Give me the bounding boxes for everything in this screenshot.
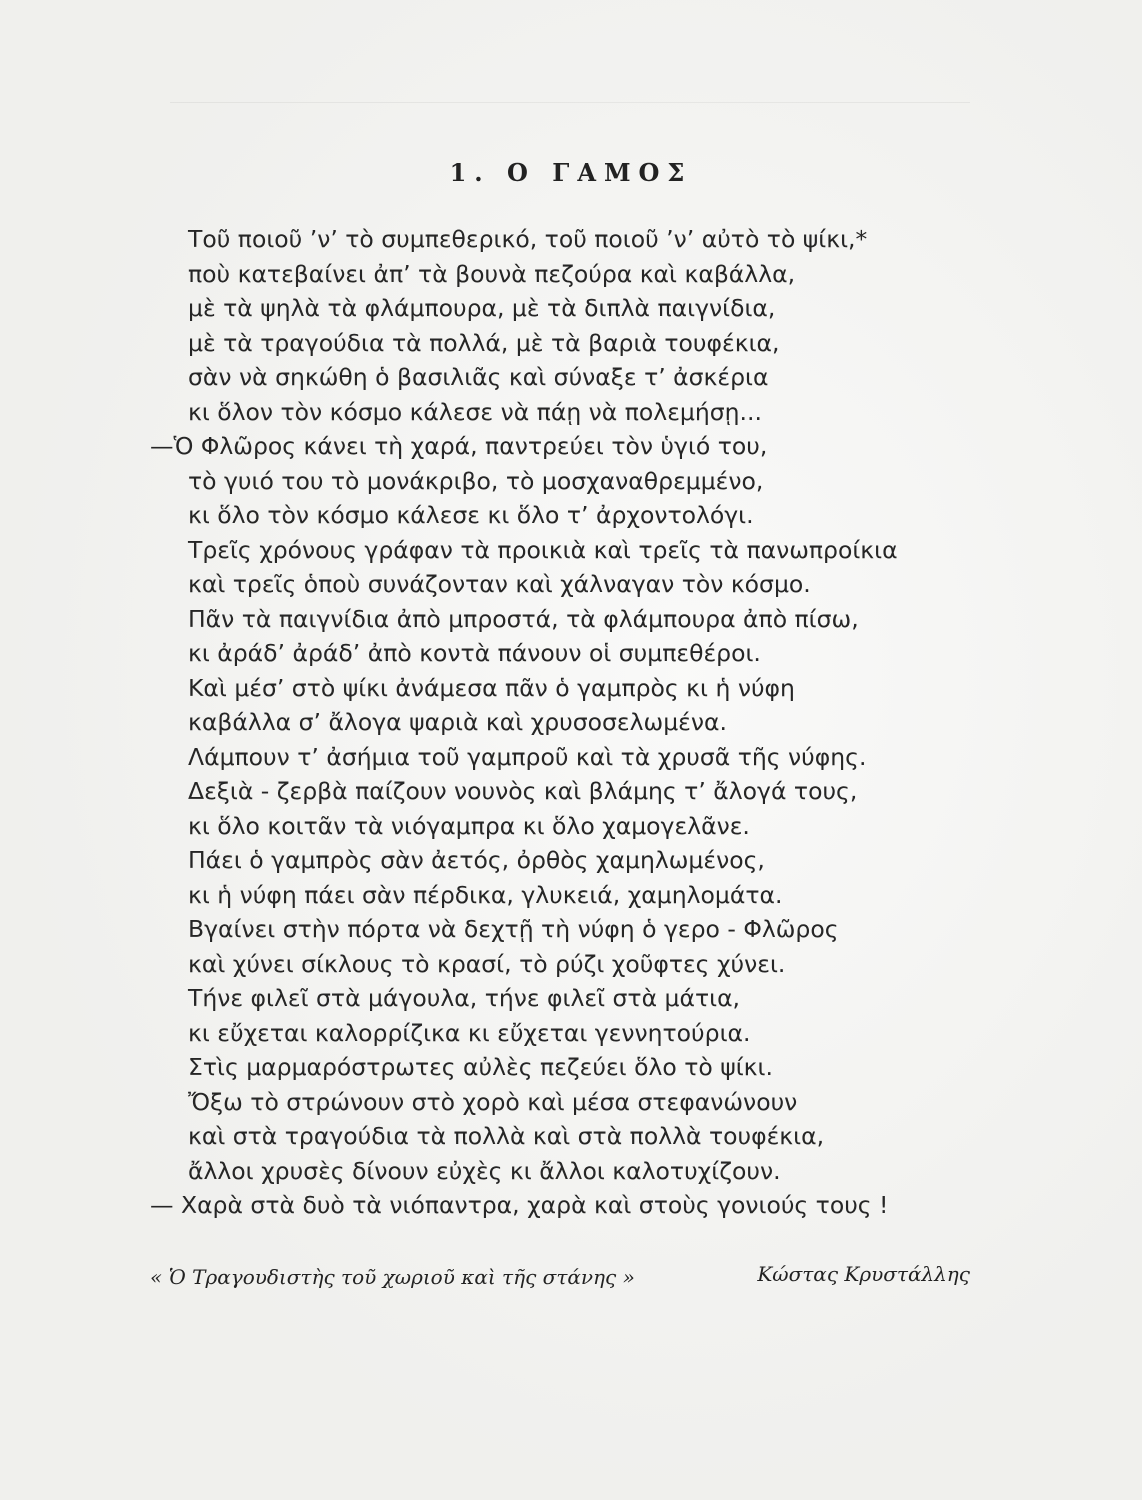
- poem-line: Πᾶν τὰ παιγνίδια ἀπὸ μπροστά, τὰ φλάμπουρα ἀπὸ πίσω,: [188, 604, 859, 633]
- poem-line: Ὄξω τὸ στρώνουν στὸ χορὸ καὶ μέσα στεφανώνουν: [188, 1087, 798, 1116]
- poem-line: κι ὅλον τὸν κόσμο κάλεσε νὰ πάῃ νὰ πολεμήσῃ...: [188, 397, 762, 426]
- poem-line: σὰν νὰ σηκώθη ὁ βασιλιᾶς καὶ σύναξε τ’ ἀσκέρια: [188, 363, 769, 391]
- poem-line: τὸ γυιό του τὸ μονάκριβο, τὸ μοσχαναθρεμμένο,: [188, 466, 764, 495]
- poem-line: καὶ στὰ τραγούδια τὰ πολλὰ καὶ στὰ πολλὰ τουφέκια,: [188, 1122, 825, 1150]
- poem-line: Βγαίνει στὴν πόρτα νὰ δεχτῇ τὴ νύφη ὁ γερο - Φλῶρος: [188, 915, 839, 943]
- poem-line: κι ὅλο τὸν κόσμο κάλεσε κι ὅλο τ’ ἀρχοντολόγι.: [188, 501, 754, 529]
- poem-line: Λάμπουν τ’ ἀσήμια τοῦ γαμπροῦ καὶ τὰ χρυσᾶ τῆς νύφης.: [188, 742, 867, 771]
- bleed-through-header: [170, 62, 970, 103]
- poem-line: ἄλλοι χρυσὲς δίνουν εὐχὲς κι ἄλλοι καλοτυχίζουν.: [188, 1156, 781, 1185]
- poem-line: —Ὁ Φλῶρος κάνει τὴ χαρά, παντρεύει τὸν ὑγιό του,: [150, 432, 768, 460]
- poem-line: Τοῦ ποιοῦ ’ν’ τὸ συμπεθερικό, τοῦ ποιοῦ ’ν’ αὐτὸ τὸ ψίκι,*: [188, 225, 868, 253]
- source-citation: « Ὁ Τραγουδιστὴς τοῦ χωριοῦ καὶ τῆς στάνης »: [150, 1265, 635, 1289]
- poem-line: κι ἡ νύφη πάει σὰν πέρδικα, γλυκειά, χαμηλομάτα.: [188, 880, 783, 909]
- poem-line: μὲ τὰ τραγούδια τὰ πολλά, μὲ τὰ βαριὰ τουφέκια,: [188, 328, 780, 357]
- poem-line: — Χαρὰ στὰ δυὸ τὰ νιόπαντρα, χαρὰ καὶ στοὺς γονιούς τους !: [150, 1191, 889, 1219]
- poem-line: Πάει ὁ γαμπρὸς σὰν ἀετός, ὀρθὸς χαμηλωμένος,: [188, 846, 765, 874]
- poem-line: κι ἀράδ’ ἀράδ’ ἀπὸ κοντὰ πάνουν οἱ συμπεθέροι.: [188, 639, 761, 667]
- poem-line: ποὺ κατεβαίνει ἀπ’ τὰ βουνὰ πεζούρα καὶ καβάλλα,: [188, 259, 796, 288]
- poem-line: Καὶ μέσ’ στὸ ψίκι ἀνάμεσα πᾶν ὁ γαμπρὸς κι ἡ νύφη: [188, 673, 795, 702]
- poem-line: Τήνε φιλεῖ στὰ μάγουλα, τήνε φιλεῖ στὰ μάτια,: [188, 984, 741, 1012]
- poem-line: μὲ τὰ ψηλὰ τὰ φλάμπουρα, μὲ τὰ διπλὰ παιγνίδια,: [188, 294, 776, 322]
- poem-line: κι ὅλο κοιτᾶν τὰ νιόγαμπρα κι ὅλο χαμογελᾶνε.: [188, 811, 750, 840]
- poem: [150, 222, 980, 1223]
- poem-line: κι εὔχεται καλορρίζικα κι εὔχεται γεννητούρια.: [188, 1018, 751, 1047]
- poem-line: καβάλλα σ’ ἄλογα ψαριὰ καὶ χρυσοσελωμένα.: [188, 708, 727, 736]
- poem-line: Δεξιὰ - ζερβὰ παίζουν νουνὸς καὶ βλάμης τ’ ἄλογά τους,: [188, 777, 858, 805]
- poem-line: Στὶς μαρμαρόστρωτες αὐλὲς πεζεύει ὅλο τὸ ψίκι.: [188, 1053, 773, 1081]
- page-title: 1. Ο ΓΑΜΟΣ: [449, 158, 693, 187]
- poem-line: καὶ χύνει σίκλους τὸ κρασί, τὸ ρύζι χοῦφτες χύνει.: [188, 949, 786, 978]
- poem-line: καὶ τρεῖς ὁποὺ συνάζονταν καὶ χάλναγαν τὸν κόσμο.: [188, 570, 811, 598]
- author-name: Κώστας Κρυστάλλης: [757, 1262, 970, 1286]
- poem-line: Τρεῖς χρόνους γράφαν τὰ προικιὰ καὶ τρεῖς τὰ πανωπροίκια: [188, 535, 898, 564]
